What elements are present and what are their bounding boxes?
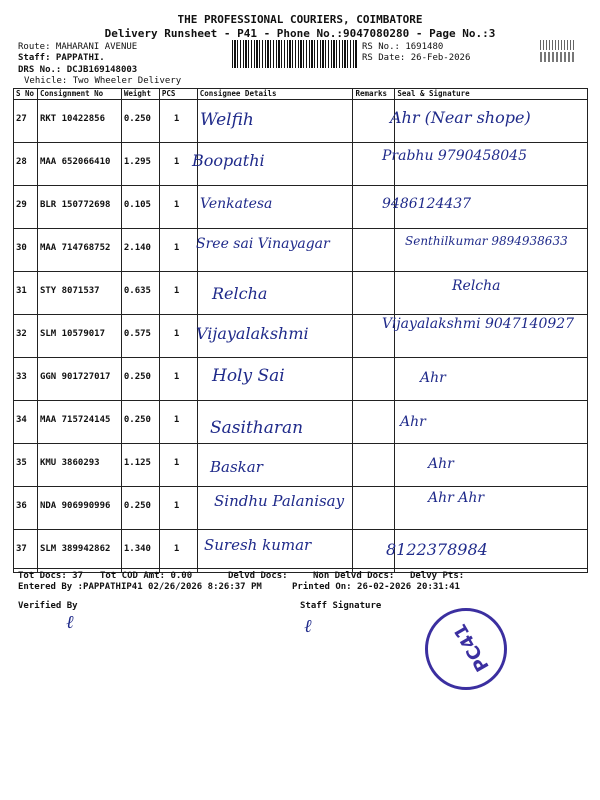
seal-cell (395, 444, 588, 487)
pcs-cell: 1 (159, 358, 197, 401)
consignment-cell: SLM 10579017 (37, 315, 121, 358)
consignee-handwriting: Welfih (200, 110, 254, 130)
remarks-cell (353, 487, 395, 530)
signature-handwriting: 8122378984 (386, 540, 488, 559)
remarks-cell (353, 100, 395, 143)
pcs-cell: 1 (159, 272, 197, 315)
non-delivered-docs: Non Delvd Docs: (313, 571, 395, 581)
total-cod: Tot COD Amt: 0.00 (100, 571, 193, 581)
consignment-cell: KMU 3860293 (37, 444, 121, 487)
vehicle: Vehicle: Two Wheeler Delivery (24, 76, 182, 86)
consignee-handwriting: Sasitharan (210, 418, 304, 438)
weight-cell: 1.295 (121, 143, 159, 186)
company-title: THE PROFESSIONAL COURIERS, COIMBATORE (177, 13, 423, 26)
staff-signature-label: Staff Signature (300, 601, 382, 611)
consignment-cell: BLR 150772698 (37, 186, 121, 229)
small-barcode-icon (540, 52, 576, 62)
pcs-cell: 1 (159, 401, 197, 444)
sno-cell: 28 (14, 143, 38, 186)
table-row (14, 272, 588, 315)
col-sno: S No (14, 89, 38, 100)
table-row (14, 444, 588, 487)
signature-handwriting: Ahr (420, 370, 446, 386)
signature-handwriting: Senthilkumar 9894938633 (405, 234, 568, 248)
sno-cell: 29 (14, 186, 38, 229)
sno-cell: 31 (14, 272, 38, 315)
consignee-handwriting: Holy Sai (212, 366, 285, 386)
printed-on: Printed On: 26-02-2026 20:31:41 (292, 582, 460, 592)
consignment-cell: NDA 906990996 (37, 487, 121, 530)
consignee-handwriting: Sree sai Vinayagar (196, 236, 330, 252)
footer-divider (13, 568, 588, 569)
verified-by-label: Verified By (18, 601, 78, 611)
sno-cell: 30 (14, 229, 38, 272)
weight-cell: 0.105 (121, 186, 159, 229)
consignee-handwriting: Venkatesa (200, 196, 273, 212)
signature-handwriting: Relcha (452, 278, 501, 294)
pcs-cell: 1 (159, 100, 197, 143)
pcs-cell: 1 (159, 186, 197, 229)
remarks-cell (353, 272, 395, 315)
staff: Staff: PAPPATHI. (18, 53, 105, 63)
signature-handwriting: Prabhu 9790458045 (382, 148, 527, 164)
signature-handwriting: Ahr (428, 456, 454, 472)
sno-cell: 36 (14, 487, 38, 530)
sno-cell: 32 (14, 315, 38, 358)
consignee-handwriting: Sindhu Palanisay (214, 492, 345, 510)
total-docs: Tot Docs: 37 (18, 571, 84, 581)
signature-handwriting: 9486124437 (382, 196, 472, 212)
delivered-docs: Delvd Docs: (228, 571, 288, 581)
sno-cell: 35 (14, 444, 38, 487)
consignment-cell: MAA 715724145 (37, 401, 121, 444)
col-pcs: PCS (159, 89, 197, 100)
consignment-cell: SLM 389942862 (37, 530, 121, 573)
small-barcode-icon (540, 40, 576, 50)
table-header-row (14, 89, 588, 100)
pcs-cell: 1 (159, 487, 197, 530)
signature-handwriting: Ahr (400, 414, 426, 430)
delivery-points: Delvy Pts: (410, 571, 465, 581)
sno-cell: 27 (14, 100, 38, 143)
barcode-icon (232, 40, 357, 68)
remarks-cell (353, 444, 395, 487)
drs-number: DRS No.: DCJB169148003 (18, 65, 138, 75)
consignment-cell: MAA 652066410 (37, 143, 121, 186)
consignment-cell: MAA 714768752 (37, 229, 121, 272)
seal-cell (395, 487, 588, 530)
verified-signature-icon: ℓ (66, 612, 74, 633)
route: Route: MAHARANI AVENUE (18, 42, 138, 52)
col-consignee: Consignee Details (197, 89, 353, 100)
col-weight: Weight (121, 89, 159, 100)
col-remarks: Remarks (353, 89, 395, 100)
col-consignment: Consignment No (37, 89, 121, 100)
consignee-handwriting: Relcha (212, 284, 268, 303)
staff-signature-icon: ℓ (304, 616, 312, 637)
sno-cell: 37 (14, 530, 38, 573)
consignee-handwriting: Baskar (210, 458, 263, 476)
rs-date: RS Date: 26-Feb-2026 (362, 53, 471, 63)
stamp-text: PC41 (449, 619, 494, 676)
remarks-cell (353, 229, 395, 272)
sno-cell: 34 (14, 401, 38, 444)
consignee-handwriting: Vijayalakshmi (196, 324, 309, 343)
pcs-cell: 1 (159, 229, 197, 272)
consignment-cell: RKT 10422856 (37, 100, 121, 143)
remarks-cell (353, 358, 395, 401)
weight-cell: 1.340 (121, 530, 159, 573)
weight-cell: 1.125 (121, 444, 159, 487)
weight-cell: 0.250 (121, 100, 159, 143)
remarks-cell (353, 401, 395, 444)
consignment-cell: GGN 901727017 (37, 358, 121, 401)
signature-handwriting: Vijayalakshmi 9047140927 (382, 316, 575, 332)
table-row (14, 186, 588, 229)
pcs-cell: 1 (159, 530, 197, 573)
signature-handwriting: Ahr Ahr (428, 490, 485, 506)
pcs-cell: 1 (159, 444, 197, 487)
pcs-cell: 1 (159, 143, 197, 186)
runsheet-subtitle: Delivery Runsheet - P41 - Phone No.:9047080280 - Page No.:3 (104, 27, 496, 40)
table-row (14, 358, 588, 401)
office-stamp (425, 608, 507, 690)
weight-cell: 0.250 (121, 401, 159, 444)
weight-cell: 0.575 (121, 315, 159, 358)
entered-by: Entered By :PAPPATHIP41 02/26/2026 8:26:37 PM (18, 582, 262, 592)
weight-cell: 0.250 (121, 358, 159, 401)
pcs-cell: 1 (159, 315, 197, 358)
col-seal: Seal & Signature (395, 89, 588, 100)
signature-handwriting: Ahr (Near shope) (390, 108, 531, 127)
weight-cell: 0.635 (121, 272, 159, 315)
weight-cell: 0.250 (121, 487, 159, 530)
consignee-handwriting: Suresh kumar (204, 536, 312, 554)
weight-cell: 2.140 (121, 229, 159, 272)
consignee-handwriting: Boopathi (192, 151, 265, 170)
consignment-cell: STY 8071537 (37, 272, 121, 315)
rs-number: RS No.: 1691480 (362, 42, 444, 52)
sno-cell: 33 (14, 358, 38, 401)
